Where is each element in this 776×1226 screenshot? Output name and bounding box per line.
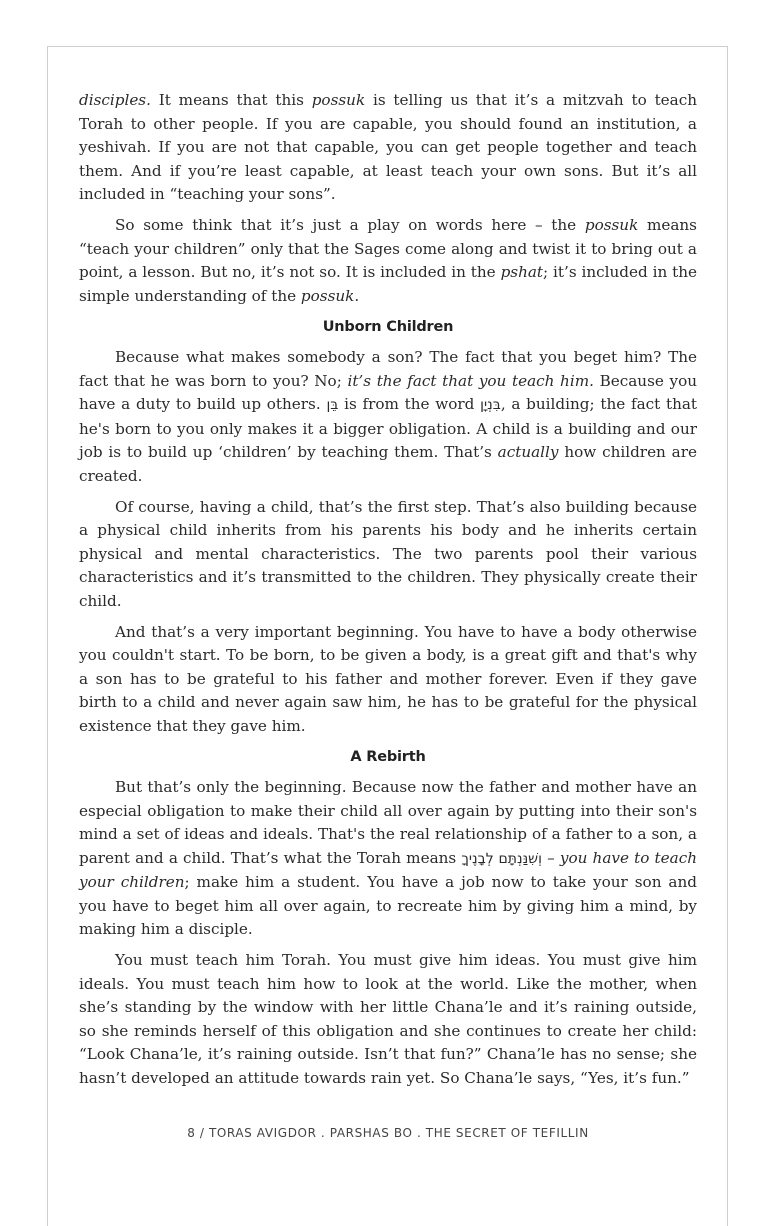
text-run: how children are created.	[79, 443, 697, 485]
italic-text: disciples.	[79, 91, 151, 109]
hebrew-text: בֵּן	[326, 397, 339, 413]
italic-text: possuk	[584, 216, 639, 234]
text-run: , a building; the fact that he's born to you only makes it a bigger obligation. A child is a building and our job is to build up ‘children’ by teaching them. That’s	[79, 395, 698, 461]
text-run: –	[541, 848, 560, 867]
text-run: It means that this	[150, 91, 312, 109]
text-run: is from the word	[338, 395, 481, 413]
text-run: Of course, having a child, that’s the first step. That’s also building because a physical child inherits from his parents his body and he inherits certain physical and mental characteristics. The two parents pool their various characteristics and it’s transmitted to the children. They physically create their child.	[79, 497, 697, 610]
text-run: means “teach your children” only that the Sages come along and twist it to bring out a point, a lesson. But no, it’s not so. It is included in the	[79, 216, 697, 281]
section-heading: A Rebirth	[350, 748, 426, 765]
paragraph	[79, 214, 697, 308]
italic-text: you have to teach your children	[79, 848, 697, 891]
text-run: And that’s a very important beginning. You have to have a body otherwise you couldn't start. To be born, to be given a body, is a great gift and that's why a son has to be grateful to his father and mother forever. Even if they gave birth to a child and never again saw him, he has to be grateful for the physical existence that they gave him.	[79, 622, 697, 735]
paragraph	[79, 89, 697, 207]
paragraph	[79, 496, 697, 614]
text-run: Because what makes somebody a son? The fact that you beget him? The fact that he was born to you? No;	[79, 348, 697, 390]
page-footer: 8 / TORAS AVIGDOR . PARSHAS BO . THE SECRET OF TEFILLIN	[187, 1126, 589, 1140]
paragraph	[79, 621, 697, 739]
text-run: is telling us that it’s a mitzvah to teach Torah to other people. If you are capable, you should found an institution, a yeshivah. If you are not that capable, you can get people together and teach them. And if you’re least capable, at least teach your own sons. But it’s all included in “teaching your sons”.	[79, 91, 697, 203]
text-run: ; it’s included in the simple understanding of the	[79, 263, 697, 305]
paragraph	[79, 346, 697, 488]
paragraph	[79, 776, 697, 942]
text-run: .	[354, 286, 360, 305]
text-run: ; make him a student. You have a job now to take your son and you have to beget him all over again, to recreate him by giving him a mind, by making him a disciple.	[79, 873, 697, 938]
text-run: Because you have a duty to build up others.	[79, 371, 698, 413]
section-heading: Unborn Children	[322, 318, 454, 335]
italic-text: pshat	[500, 263, 544, 281]
hebrew-text: וְשִׁנַּנְתָּם לְבָנֶיךָ	[461, 850, 542, 867]
italic-text: it’s the fact that you teach him.	[347, 371, 594, 390]
page-body	[79, 89, 697, 1098]
paragraph	[79, 949, 697, 1090]
hebrew-text: בִּנְיָן	[480, 397, 501, 413]
text-run: You must teach him Torah. You must give him ideas. You must give him ideals. You must teach him how to look at the world. Like the mother, when she’s standing by the window with her little Chana’le and it’s raining outside, so she reminds herself of this obligation and she continues to create her child: “Look Chana’le, it’s raining outside. Isn’t that fun?” Chana’le has no sense; she hasn’t developed an attitude towards rain yet. So Chana’le says, “Yes, it’s fun.”	[79, 951, 697, 1087]
italic-text: possuk	[311, 91, 366, 109]
italic-text: possuk	[300, 286, 355, 305]
italic-text: actually	[497, 443, 559, 461]
text-run: But that’s only the beginning. Because now the father and mother have an especial obligation to make their child all over again by putting into their son's mind a set of ideas and ideals. That's the real relationship of a father to a son, a parent and a child. That’s what the Torah means	[79, 778, 697, 867]
text-run: So some think that it’s just a play on words here – the	[115, 216, 585, 234]
